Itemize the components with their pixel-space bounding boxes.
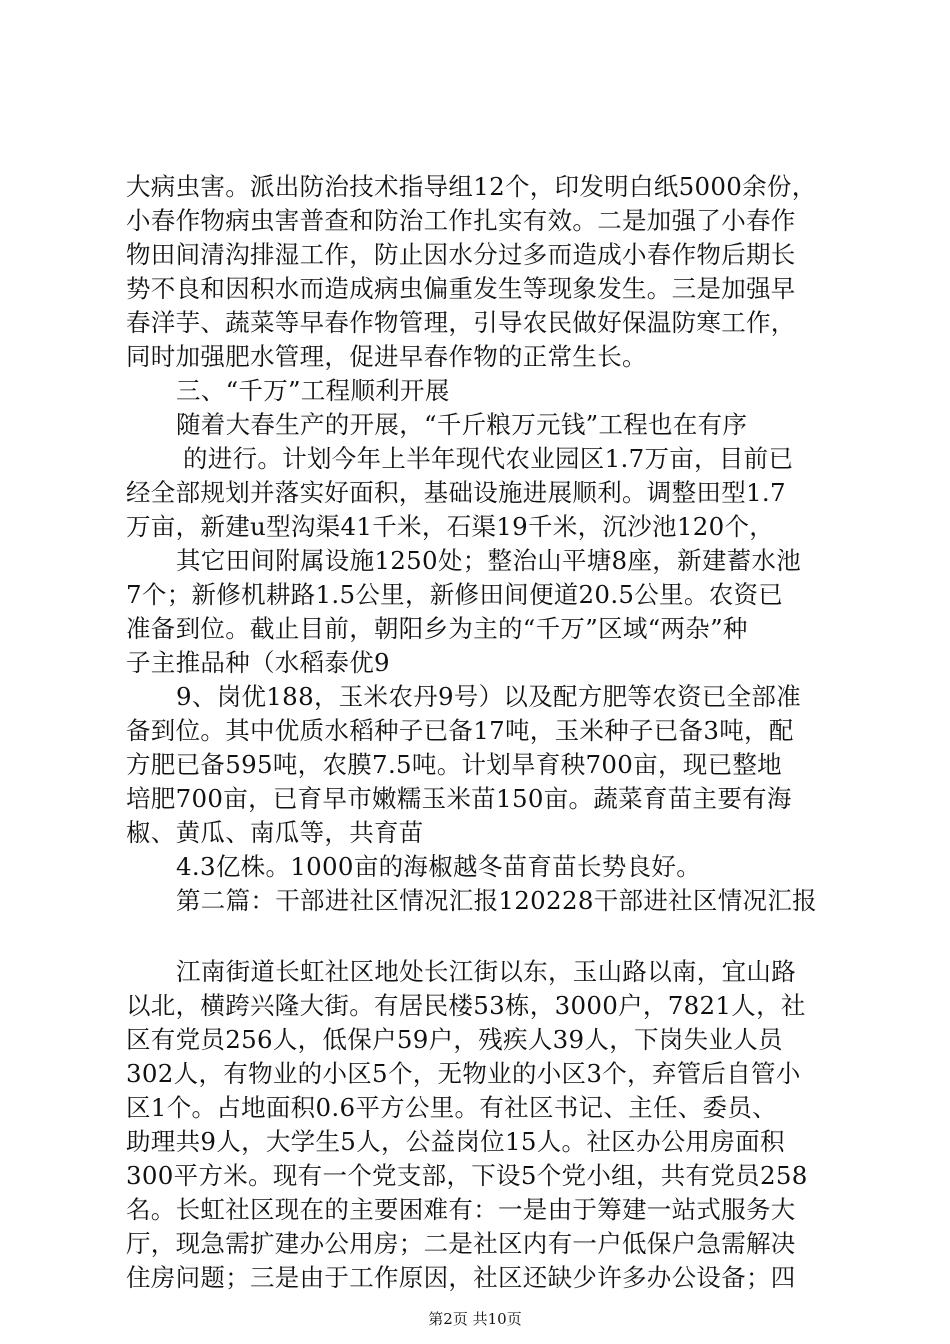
text-line: 春洋芋、蔬菜等早春作物管理，引导农民做好保温防寒工作， [126, 308, 796, 337]
text-line: 以北，横跨兴隆大街。有居民楼53栋，3000户，7821人，社 [126, 991, 806, 1020]
text-line: 备到位。其中优质水稻种子已备17吨，玉米种子已备3吨，配 [126, 716, 794, 745]
page-footer: 第2页 共10页 [428, 1310, 522, 1328]
text-line: 住房问题；三是由于工作原因，社区还缺少许多办公设备；四 [126, 1263, 796, 1292]
text-line: 万亩，新建u型沟渠41千米，石渠19千米，沉沙池120个， [126, 512, 775, 541]
text-line: 名。长虹社区现在的主要困难有：一是由于筹建一站式服务大 [126, 1195, 796, 1224]
text-line: 物田间清沟排湿工作，防止因水分过多而造成小春作物后期长 [126, 240, 796, 269]
text-line: 经全部规划并落实好面积，基础设施进展顺利。调整田型1.7 [126, 478, 786, 507]
text-line: 椒、黄瓜、南瓜等，共育苗 [126, 818, 424, 847]
text-line: 势不良和因积水而造成病虫偏重发生等现象发生。三是加强早 [126, 274, 796, 303]
text-line: 准备到位。截止目前，朝阳乡为主的“千万”区域“两杂”种 [126, 614, 748, 643]
text-line: 区1个。占地面积0.6平方公里。有社区书记、主任、委员、 [126, 1093, 777, 1122]
text-line: 随着大春生产的开展，“千斤粮万元钱”工程也在有序 [176, 410, 748, 439]
text-line: 4.3亿株。1000亩的海椒越冬苗育苗长势良好。 [176, 852, 702, 881]
text-line: 方肥已备595吨，农膜7.5吨。计划旱育秧700亩，现已整地 [126, 750, 782, 779]
text-line: 其它田间附属设施1250处；整治山平塘8座，新建蓄水池 [176, 546, 802, 575]
text-line: 302人，有物业的小区5个，无物业的小区3个，弃管后自管小 [126, 1059, 801, 1088]
section-heading: 三、“千万”工程顺利开展 [176, 376, 450, 405]
text-line: 小春作物病虫害普查和防治工作扎实有效。二是加强了小春作 [126, 206, 796, 235]
text-line: 300平方米。现有一个党支部，下设5个党小组，共有党员258 [126, 1161, 808, 1190]
text-line: 大病虫害。派出防治技术指导组12个，印发明白纸5000余份， [126, 172, 817, 201]
text-line: 助理共9人，大学生5人，公益岗位15人。社区办公用房面积 [126, 1127, 785, 1156]
text-line: 子主推品种（水稻泰优9 [126, 648, 390, 677]
text-line: 厅，现急需扩建办公用房；二是社区内有一户低保户急需解决 [126, 1229, 796, 1258]
text-line: 的进行。计划今年上半年现代农业园区1.7万亩，目前已 [183, 444, 794, 473]
text-line: 培肥700亩，已育早市嫩糯玉米苗150亩。蔬菜育苗主要有海 [126, 784, 792, 813]
section-title: 第二篇：干部进社区情况汇报120228干部进社区情况汇报 [176, 886, 817, 915]
text-line: 江南街道长虹社区地处长江街以东，玉山路以南，宜山路 [176, 957, 796, 986]
text-line: 同时加强肥水管理，促进早春作物的正常生长。 [126, 342, 647, 371]
text-line: 区有党员256人，低保户59户，残疾人39人，下岗失业人员 [126, 1025, 783, 1054]
text-line: 9、岗优188，玉米农丹9号）以及配方肥等农资已全部准 [176, 682, 802, 711]
text-line: 7个；新修机耕路1.5公里，新修田间便道20.5公里。农资已 [126, 580, 784, 609]
